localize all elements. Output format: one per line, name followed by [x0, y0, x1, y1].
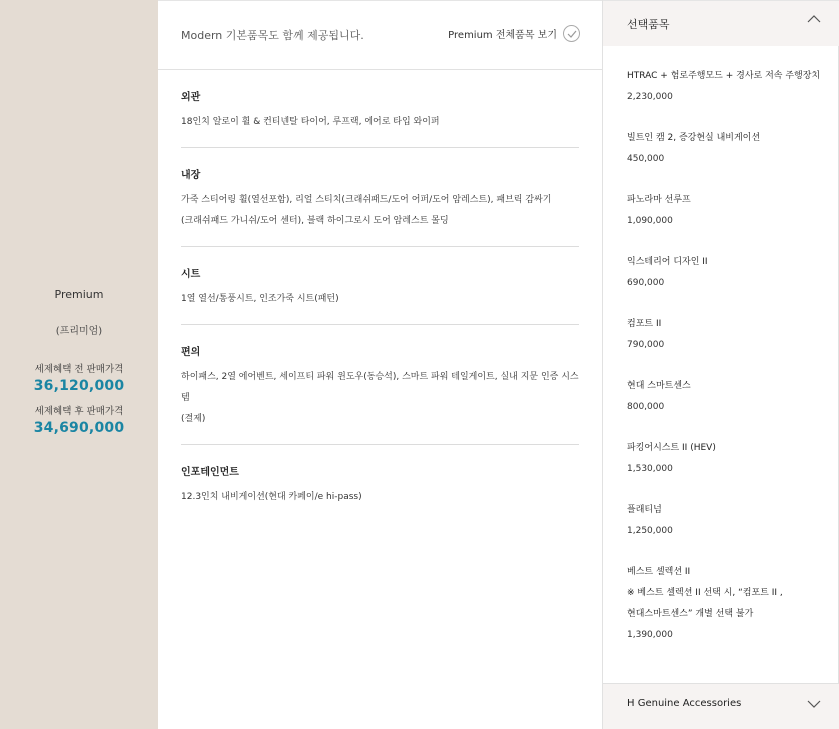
section-line: (크래쉬패드 가니쉬/도어 센터), 블랙 하이그로시 도어 암레스트 몰딩: [181, 216, 449, 226]
chevron-down-icon[interactable]: [807, 700, 821, 712]
section-title: 내장: [181, 170, 201, 181]
section-title: 편의: [181, 347, 201, 358]
section-body: [181, 487, 579, 508]
option-price: 690,000: [627, 278, 665, 288]
section-seat: [181, 247, 579, 325]
section-title: 인포테인먼트: [181, 467, 239, 478]
option-item[interactable]: [627, 66, 827, 108]
section-exterior: [181, 70, 579, 148]
selected-options-title: 선택품목: [627, 18, 670, 31]
option-name: 파노라마 선루프: [627, 195, 691, 205]
option-item[interactable]: [627, 128, 827, 170]
option-name: 익스테리어 디자인 II: [627, 257, 708, 267]
trim-subtitle: (프리미엄): [55, 326, 103, 337]
price-after-value: 34,690,000: [33, 420, 125, 436]
section-interior: [181, 148, 579, 247]
option-note: ※ 베스트 셀렉션 II 선택 시, “컴포트 II ,: [627, 588, 783, 598]
section-body: [181, 112, 579, 133]
price-after-label: 세제혜택 후 판매가격: [34, 406, 124, 417]
option-item[interactable]: [627, 314, 827, 356]
option-name: 플래티넘: [627, 505, 662, 515]
option-price: 1,250,000: [627, 526, 673, 536]
option-item[interactable]: [627, 562, 827, 646]
option-price: 1,390,000: [627, 630, 673, 640]
option-note: 현대스마트센스” 개별 선택 불가: [627, 609, 754, 619]
section-line: 가죽 스티어링 휠(열선포함), 리얼 스티치(크래쉬패드/도어 어퍼/도어 암레스트), 패브릭 감싸기: [181, 195, 552, 205]
option-item[interactable]: [627, 376, 827, 418]
option-price: 790,000: [627, 340, 665, 350]
section-line: 12.3인치 내비게이션(현대 카페이/e hi-pass): [181, 492, 362, 502]
option-name: 베스트 셀렉션 II: [627, 567, 691, 577]
section-title: 외관: [181, 92, 201, 103]
section-line: (결제): [181, 414, 206, 424]
view-all-items-label: Premium 전체품목 보기: [448, 30, 557, 41]
section-title: 시트: [181, 269, 201, 280]
section-line: 1열 열선/통풍시트, 인조가죽 시트(패턴): [181, 294, 339, 304]
selected-options-panel: [602, 0, 839, 729]
price-before-value: 36,120,000: [33, 378, 125, 394]
section-body: [181, 190, 579, 232]
option-item[interactable]: [627, 438, 827, 480]
option-price: 800,000: [627, 402, 665, 412]
option-price: 2,230,000: [627, 92, 673, 102]
view-all-items-link[interactable]: [448, 25, 580, 42]
option-name: 빌트인 캠 2, 증강현실 내비게이션: [627, 133, 761, 143]
option-item[interactable]: [627, 252, 827, 294]
option-list: [627, 66, 827, 666]
accessories-title: H Genuine Accessories: [627, 698, 742, 709]
selected-options-header[interactable]: [603, 0, 839, 46]
option-price: 450,000: [627, 154, 665, 164]
accessories-header[interactable]: [603, 683, 839, 729]
option-price: 1,530,000: [627, 464, 673, 474]
chevron-up-icon[interactable]: [807, 14, 821, 26]
option-item[interactable]: [627, 190, 827, 232]
section-body: [181, 367, 579, 430]
option-name: 파킹어시스트 II (HEV): [627, 443, 716, 453]
option-name: 현대 스마트센스: [627, 381, 691, 391]
section-infotainment: [181, 445, 579, 522]
section-line: 하이패스, 2열 에어벤트, 세이프티 파워 윈도우(동승석), 스마트 파워 테일게이트, 실내 지문 인증 시스템: [181, 372, 579, 403]
section-convenience: [181, 325, 579, 445]
section-body: [181, 289, 579, 310]
option-price: 1,090,000: [627, 216, 673, 226]
option-name: HTRAC + 험로주행모드 + 경사로 저속 주행장치: [627, 71, 821, 81]
option-item[interactable]: [627, 500, 827, 542]
basic-items-sections: [181, 70, 579, 522]
trim-summary-panel: [0, 0, 158, 729]
price-before-label: 세제혜택 전 판매가격: [34, 364, 124, 375]
basic-items-note: Modern 기본품목도 함께 제공됩니다.: [181, 29, 364, 42]
check-circle-icon: [563, 25, 580, 42]
trim-name: Premium: [54, 288, 104, 301]
section-line: 18인치 알로이 휠 & 컨티넨탈 타이어, 루프랙, 에어로 타입 와이퍼: [181, 117, 440, 127]
basic-items-panel: [158, 0, 602, 729]
basic-items-header: [158, 1, 602, 70]
option-name: 컴포트 II: [627, 319, 662, 329]
